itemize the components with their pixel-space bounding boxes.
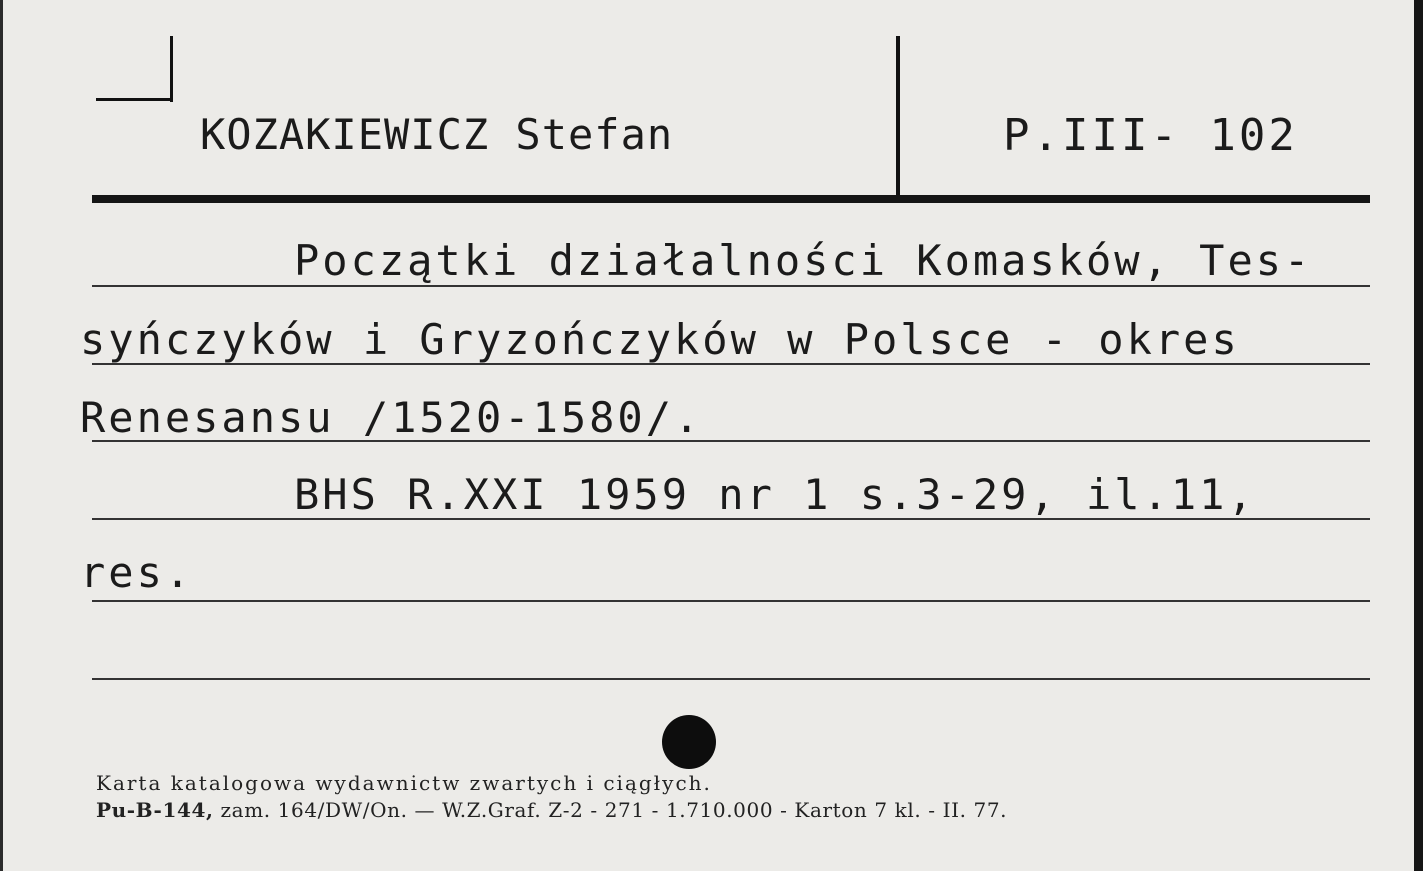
corner-mark-horizontal <box>96 98 173 101</box>
footer-form-code: Pu-B-144, <box>96 798 214 822</box>
ruled-line <box>92 600 1370 602</box>
ruled-line <box>92 678 1370 680</box>
title-line-2: syńczyków i Gryzończyków w Polsce - okres <box>80 315 1240 364</box>
source-line-2: res. <box>80 548 194 597</box>
card-right-edge <box>1414 0 1423 871</box>
header-rule <box>92 195 1370 203</box>
footer-print-details: zam. 164/DW/On. — W.Z.Graf. Z-2 - 271 - 1.710.000 - Karton 7 kl. - II. 77. <box>213 798 1008 822</box>
source-line-1: BHS R.XXI 1959 nr 1 s.3-29, il.11, <box>294 470 1256 519</box>
ruled-line <box>92 285 1370 287</box>
shelfmark: P.III- 102 <box>1003 110 1298 161</box>
corner-mark-vertical <box>170 36 173 102</box>
header-divider <box>896 36 900 196</box>
footer-print-info <box>96 798 1007 822</box>
footer-caption: Karta katalogowa wydawnictw zwartych i ciągłych. <box>96 771 712 795</box>
title-line-1: Początki działalności Komasków, Tes- <box>294 236 1313 285</box>
punch-hole <box>662 715 716 769</box>
title-line-3: Renesansu /1520-1580/. <box>80 393 703 442</box>
author-name: KOZAKIEWICZ Stefan <box>200 110 674 159</box>
card-left-edge <box>0 0 3 871</box>
